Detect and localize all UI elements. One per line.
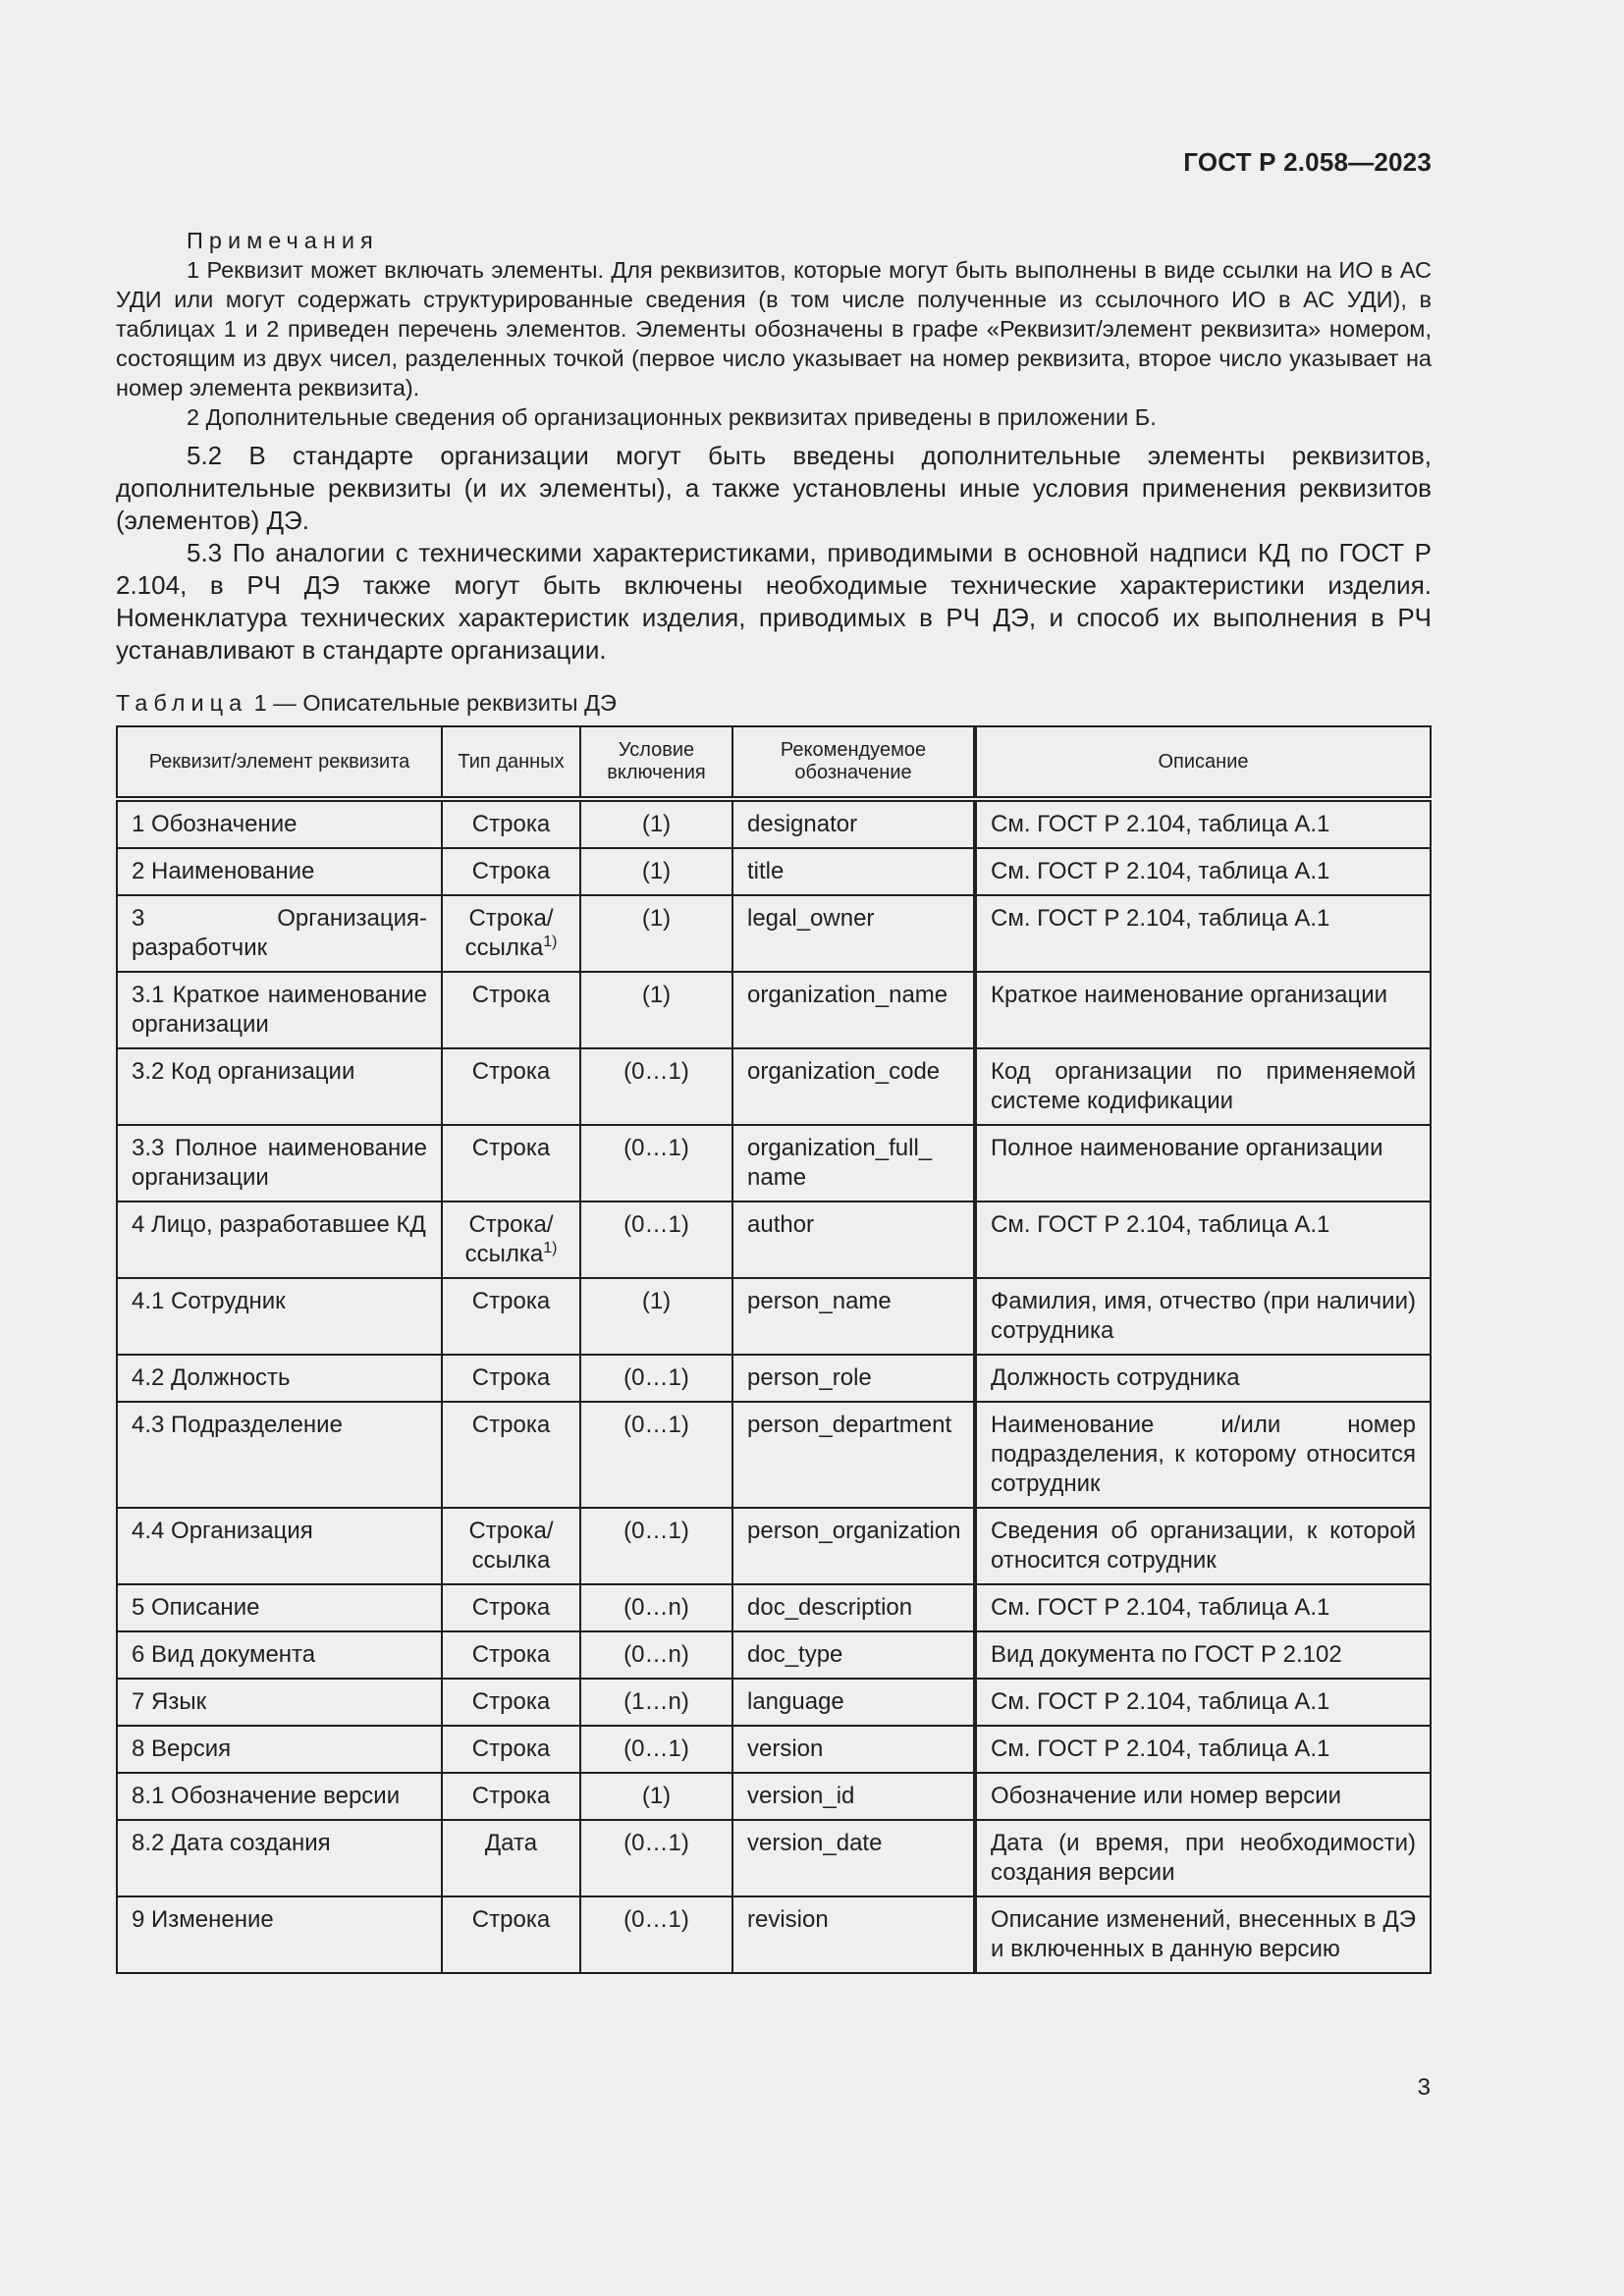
cell-designation-text: person_name [747, 1288, 892, 1314]
cell-description-text: Вид документа по ГОСТ Р 2.102 [991, 1641, 1342, 1668]
cell-data-type-text: Строка [471, 1135, 551, 1161]
cell-description-text: Обозначение или номер версии [991, 1783, 1342, 1809]
cell-attribute-text: 8 Версия [132, 1735, 232, 1762]
cell-designation-text: person_role [747, 1364, 872, 1391]
cell-designation-text: doc_type [747, 1641, 843, 1668]
cell-data-type-text: Строка [471, 1412, 551, 1438]
header-condition: Условие включения [580, 726, 732, 799]
cell-designation-text: title [747, 858, 785, 884]
cell-designation [732, 1201, 975, 1278]
cell-condition-text: (0…1) [623, 1830, 689, 1856]
cell-attribute-text: 8.2 Дата создания [132, 1830, 331, 1856]
cell-data-type [442, 1679, 580, 1726]
cell-data-type [442, 1201, 580, 1278]
cell-designation [732, 1355, 975, 1402]
cell-condition-text: (1) [641, 905, 672, 932]
page-content [116, 226, 1432, 1974]
cell-condition-text: (0…1) [623, 1058, 689, 1085]
cell-description [975, 1125, 1431, 1201]
cell-designation [732, 799, 975, 848]
cell-data-type [442, 972, 580, 1048]
cell-condition [580, 1402, 732, 1508]
cell-data-type [442, 1048, 580, 1125]
cell-condition-text: (1) [641, 1288, 672, 1314]
paragraph-5-2: 5.2 В стандарте организации могут быть введены дополнительные элементы реквизитов, дополнительные реквизиты (и их элементы), а также установлены иные условия применения реквизитов (элементов) ДЭ. [116, 441, 1432, 535]
table-row [117, 1355, 1431, 1402]
cell-description [975, 1631, 1431, 1679]
cell-designation [732, 972, 975, 1048]
cell-description-text: См. ГОСТ Р 2.104, таблица А.1 [991, 1211, 1330, 1238]
cell-attribute-text: 4.3 Подразделение [132, 1412, 343, 1438]
cell-designation-text: version_date [747, 1830, 883, 1856]
cell-description [975, 1201, 1431, 1278]
cell-description-text: Код организации по применяемой системе кодификации [991, 1058, 1416, 1114]
cell-attribute [117, 1355, 442, 1402]
cell-condition-text: (1) [641, 858, 672, 884]
cell-data-type-text: Строка [471, 1906, 551, 1933]
cell-data-type [442, 1726, 580, 1773]
cell-data-type-text: Строка/ ссылка [464, 905, 554, 961]
note-item: 2 Дополнительные сведения об организационных реквизитах приведены в приложении Б. [187, 404, 1157, 430]
cell-data-type-text: Строка [471, 1641, 551, 1668]
cell-designation [732, 1402, 975, 1508]
table-row [117, 1896, 1431, 1973]
cell-attribute-text: 9 Изменение [132, 1906, 274, 1933]
cell-description [975, 1508, 1431, 1584]
cell-designation-text: legal_owner [747, 905, 875, 932]
cell-attribute [117, 1726, 442, 1773]
cell-description-text: Описание изменений, внесенных в ДЭ и включенных в данную версию [991, 1906, 1416, 1962]
cell-attribute-text: 4 Лицо, разработавшее КД [132, 1211, 426, 1238]
table-row [117, 1508, 1431, 1584]
cell-description [975, 799, 1431, 848]
cell-description-text: См. ГОСТ Р 2.104, таблица А.1 [991, 811, 1330, 837]
cell-designation [732, 1508, 975, 1584]
cell-attribute [117, 1048, 442, 1125]
cell-description-text: Наименование и/или номер подразделения, к которому относится сотрудник [991, 1412, 1416, 1497]
cell-attribute [117, 799, 442, 848]
cell-attribute [117, 972, 442, 1048]
body-text [116, 440, 1432, 667]
cell-description [975, 848, 1431, 895]
cell-condition-text: (1) [641, 982, 672, 1008]
cell-condition [580, 1048, 732, 1125]
cell-condition [580, 1773, 732, 1820]
cell-condition [580, 1278, 732, 1355]
cell-attribute [117, 1631, 442, 1679]
cell-data-type-text: Строка [471, 1783, 551, 1809]
cell-description [975, 1278, 1431, 1355]
cell-attribute [117, 1773, 442, 1820]
cell-condition-text: (0…n) [623, 1641, 689, 1668]
table-row [117, 848, 1431, 895]
cell-condition [580, 895, 732, 972]
header-description: Описание [975, 726, 1431, 799]
table-row [117, 1679, 1431, 1726]
notes-title: Примечания [187, 228, 379, 253]
cell-description [975, 1726, 1431, 1773]
cell-attribute-text: 3.2 Код организации [132, 1058, 355, 1085]
cell-designation [732, 1584, 975, 1631]
header-designation: Рекомендуемое обозначение [732, 726, 975, 799]
cell-condition [580, 1355, 732, 1402]
cell-designation-text: person_organization [747, 1518, 961, 1544]
cell-data-type [442, 1355, 580, 1402]
cell-description [975, 1896, 1431, 1973]
cell-data-type [442, 1125, 580, 1201]
table-row [117, 799, 1431, 848]
cell-data-type-text: Строка [471, 1288, 551, 1314]
cell-data-type [442, 1773, 580, 1820]
cell-condition-text: (1) [641, 1783, 672, 1809]
cell-condition-text: (0…1) [623, 1518, 689, 1544]
table-row [117, 1726, 1431, 1773]
cell-attribute-text: 1 Обозначение [132, 811, 298, 837]
cell-data-type-text: Строка [471, 1594, 551, 1621]
cell-description-text: Фамилия, имя, отчество (при наличии) сотрудника [991, 1288, 1416, 1344]
cell-designation-text: language [747, 1688, 844, 1715]
cell-data-type-text: Строка/ ссылка [464, 1211, 554, 1267]
cell-designation [732, 1773, 975, 1820]
cell-designation-text: version [747, 1735, 824, 1762]
cell-designation [732, 848, 975, 895]
table-header-row [117, 726, 1431, 799]
table-row [117, 1125, 1431, 1201]
table-body [117, 799, 1431, 1973]
cell-condition-text: (1) [641, 811, 672, 837]
cell-data-type-text: Строка [471, 1364, 551, 1391]
cell-description [975, 1584, 1431, 1631]
cell-description [975, 1773, 1431, 1820]
cell-attribute [117, 1896, 442, 1973]
cell-condition-text: (1…n) [623, 1688, 689, 1715]
cell-condition [580, 1679, 732, 1726]
table-row [117, 1201, 1431, 1278]
cell-data-type-text: Строка [471, 982, 551, 1008]
cell-condition [580, 848, 732, 895]
note-item: 1 Реквизит может включать элементы. Для реквизитов, которые могут быть выполнены в виде ссылки на ИО в АС УДИ или могут содержать структурированные сведения (в том числе полученные из ссылочного ИО в АС УДИ), в таблицах 1 и 2 приведен перечень элементов. Элементы обозначены в графе «Реквизит/элемент реквизита» номером, состоящим из двух чисел, разделенных точкой (первое число указывает на номер реквизита, второе число указывает на номер элемента реквизита). [116, 257, 1432, 400]
cell-description-text: Дата (и время, при необходимости) создания версии [991, 1830, 1416, 1886]
notes-block [116, 226, 1432, 432]
cell-data-type [442, 1631, 580, 1679]
cell-data-type-text: Строка [471, 811, 551, 837]
cell-attribute-text: 6 Вид документа [132, 1641, 316, 1668]
cell-data-type [442, 1402, 580, 1508]
cell-attribute [117, 1820, 442, 1896]
cell-data-type [442, 799, 580, 848]
cell-designation [732, 1726, 975, 1773]
cell-description [975, 972, 1431, 1048]
cell-designation-text: organization_code [747, 1058, 941, 1085]
footnote-mark: 1) [543, 934, 558, 950]
cell-condition [580, 1896, 732, 1973]
document-header: ГОСТ Р 2.058—2023 [1183, 147, 1432, 177]
cell-description-text: Краткое наименование организации [991, 982, 1388, 1008]
cell-description-text: Полное наименование организации [991, 1135, 1383, 1161]
cell-attribute-text: 2 Наименование [132, 858, 315, 884]
cell-condition-text: (0…1) [623, 1735, 689, 1762]
cell-designation [732, 1896, 975, 1973]
cell-designation-text: organization_full_ name [747, 1135, 933, 1191]
cell-attribute-text: 5 Описание [132, 1594, 260, 1621]
cell-attribute [117, 1679, 442, 1726]
cell-attribute-text: 3.3 Полное наименование организации [132, 1135, 427, 1191]
table-row [117, 1048, 1431, 1125]
cell-designation [732, 1631, 975, 1679]
table-row [117, 1278, 1431, 1355]
table-row [117, 1820, 1431, 1896]
cell-data-type-text: Строка [471, 1058, 551, 1085]
cell-attribute [117, 1508, 442, 1584]
cell-description [975, 1679, 1431, 1726]
cell-attribute-text: 4.4 Организация [132, 1518, 313, 1544]
cell-designation [732, 1278, 975, 1355]
cell-attribute [117, 848, 442, 895]
cell-condition [580, 1820, 732, 1896]
header-data-type: Тип данных [442, 726, 580, 799]
cell-description [975, 1820, 1431, 1896]
cell-attribute-text: 3.1 Краткое наименование организации [132, 982, 427, 1038]
cell-attribute-text: 8.1 Обозначение версии [132, 1783, 401, 1809]
cell-attribute [117, 1201, 442, 1278]
cell-attribute-text: 4.2 Должность [132, 1364, 291, 1391]
cell-condition [580, 1508, 732, 1584]
cell-data-type [442, 895, 580, 972]
cell-data-type-text: Строка/ ссылка [468, 1518, 554, 1574]
cell-data-type-text: Строка [471, 1735, 551, 1762]
cell-designation [732, 1125, 975, 1201]
cell-attribute [117, 1402, 442, 1508]
cell-designation [732, 1820, 975, 1896]
table-caption-title: 1 — Описательные реквизиты ДЭ [247, 690, 617, 716]
table-row [117, 895, 1431, 972]
cell-data-type [442, 1508, 580, 1584]
cell-designation-text: doc_description [747, 1594, 913, 1621]
cell-description-text: См. ГОСТ Р 2.104, таблица А.1 [991, 905, 1330, 932]
cell-designation-text: author [747, 1211, 815, 1238]
cell-attribute-text: 4.1 Сотрудник [132, 1288, 286, 1314]
cell-description [975, 1402, 1431, 1508]
cell-description-text: См. ГОСТ Р 2.104, таблица А.1 [991, 1594, 1330, 1621]
cell-attribute-text: 3 Организация-разработчик [132, 905, 427, 961]
cell-designation-text: designator [747, 811, 858, 837]
footnote-mark: 1) [543, 1240, 558, 1256]
cell-attribute [117, 1278, 442, 1355]
cell-designation-text: organization_name [747, 982, 948, 1008]
table-row [117, 1402, 1431, 1508]
cell-condition-text: (0…1) [623, 1364, 689, 1391]
cell-data-type-text: Строка [471, 1688, 551, 1715]
descriptive-attributes-table [116, 725, 1432, 1974]
cell-data-type [442, 848, 580, 895]
cell-designation-text: version_id [747, 1783, 855, 1809]
cell-designation [732, 895, 975, 972]
table-caption-label: Таблица [116, 690, 248, 716]
cell-designation [732, 1048, 975, 1125]
cell-description [975, 895, 1431, 972]
cell-designation-text: person_department [747, 1412, 952, 1438]
cell-data-type-text: Дата [484, 1830, 538, 1856]
cell-data-type [442, 1278, 580, 1355]
cell-attribute [117, 1125, 442, 1201]
cell-designation [732, 1679, 975, 1726]
cell-condition [580, 1584, 732, 1631]
cell-condition [580, 1125, 732, 1201]
cell-condition [580, 799, 732, 848]
cell-designation-text: revision [747, 1906, 829, 1933]
cell-condition [580, 1631, 732, 1679]
cell-condition-text: (0…1) [623, 1412, 689, 1438]
table-row [117, 972, 1431, 1048]
header-attribute: Реквизит/элемент реквизита [117, 726, 442, 799]
cell-data-type-text: Строка [471, 858, 551, 884]
cell-description-text: См. ГОСТ Р 2.104, таблица А.1 [991, 858, 1330, 884]
cell-data-type [442, 1820, 580, 1896]
cell-description-text: См. ГОСТ Р 2.104, таблица А.1 [991, 1735, 1330, 1762]
cell-description-text: Сведения об организации, к которой относится сотрудник [991, 1518, 1416, 1574]
cell-description-text: См. ГОСТ Р 2.104, таблица А.1 [991, 1688, 1330, 1715]
cell-attribute-text: 7 Язык [132, 1688, 207, 1715]
page-number: 3 [1417, 2074, 1431, 2101]
paragraph-5-3: 5.3 По аналогии с техническими характеристиками, приводимыми в основной надписи КД по ГОСТ Р 2.104, в РЧ ДЭ также могут быть включены необходимые технические характеристики изделия. Номенклатура технических характеристик изделия, приводимых в РЧ ДЭ, и способ их выполнения в РЧ устанавливают в стандарте организации. [116, 538, 1432, 665]
cell-description [975, 1355, 1431, 1402]
cell-condition-text: (0…1) [623, 1211, 689, 1238]
cell-description-text: Должность сотрудника [991, 1364, 1240, 1391]
cell-condition-text: (0…n) [623, 1594, 689, 1621]
cell-condition [580, 1726, 732, 1773]
cell-condition [580, 972, 732, 1048]
table-row [117, 1773, 1431, 1820]
cell-condition-text: (0…1) [623, 1906, 689, 1933]
table-caption [116, 688, 1432, 718]
cell-data-type [442, 1584, 580, 1631]
cell-condition [580, 1201, 732, 1278]
cell-condition-text: (0…1) [623, 1135, 689, 1161]
cell-attribute [117, 895, 442, 972]
cell-description [975, 1048, 1431, 1125]
table-row [117, 1631, 1431, 1679]
cell-attribute [117, 1584, 442, 1631]
cell-data-type [442, 1896, 580, 1973]
table-row [117, 1584, 1431, 1631]
